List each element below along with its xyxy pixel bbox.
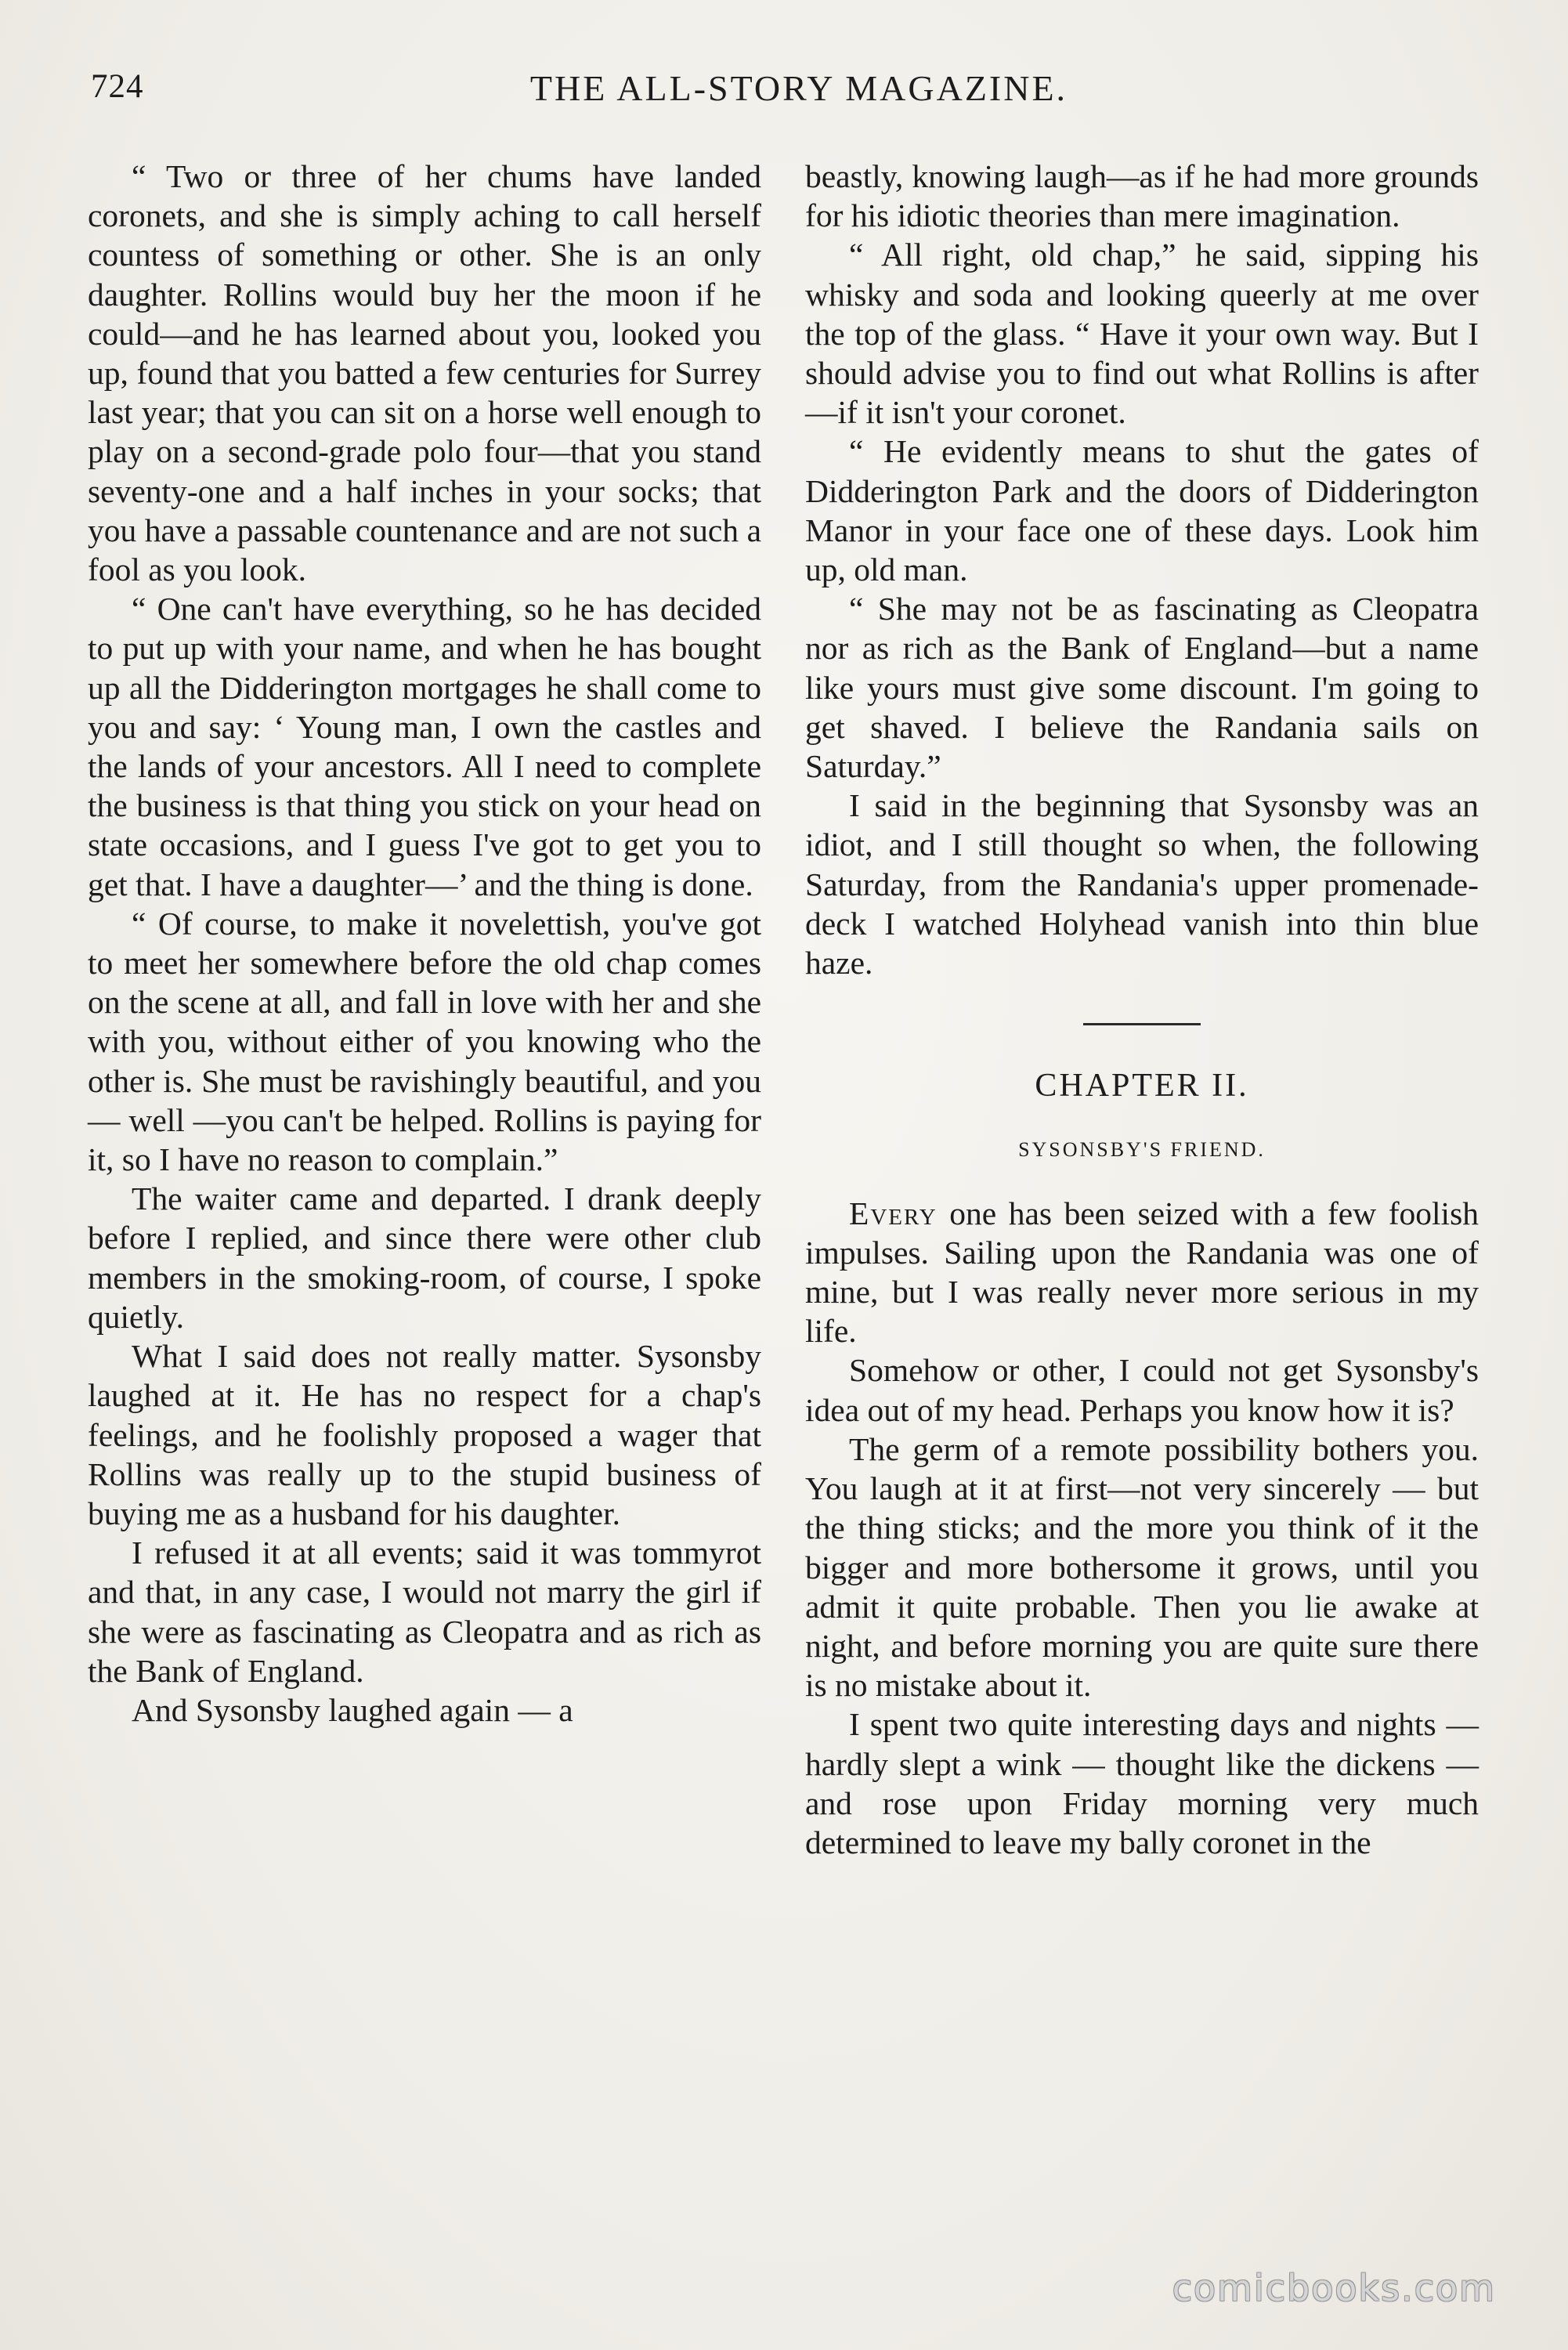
paragraph: What I said does not really matter. Sysonsby laughed at it. He has no respect for a chap's feelings, and he foolishly proposed a wager that Rollins was really up to the stupid business of buying me as a husband for his daughter. [88, 1338, 761, 1531]
paragraph: “ One can't have everything, so he has decided to put up with your name, and when he has bought up all the Didderington mortgages he shall come to you and say: ‘ Young man, I own the castles and the lands of your ancestors. All I need to complete the business is that thing you stick on your head on state occasions, and I guess I've got to get you to get that. I have a daughter—’ and the thing is done. [88, 591, 761, 902]
paragraph-rest: one has been seized with a few foolish impulses. Sailing upon the Randania was one of mine, but I was really never more serious in my life. [805, 1195, 1479, 1350]
paragraph: “ He evidently means to shut the gates of Didderington Park and the doors of Didderington Manor in your face one of these days. Look him up, old man. [805, 433, 1479, 588]
watermark-logo: comicbooks.com [1172, 2267, 1496, 2309]
paragraph: “ She may not be as fascinating as Cleopatra nor as rich as the Bank of England—but a name like yours must give some discount. I'm going to get shaved. I believe the Randania sails on Saturday.” [805, 591, 1479, 785]
right-column [805, 157, 1479, 1862]
paragraph: “ Two or three of her chums have landed coronets, and she is simply aching to call herself countess of something or other. She is an only daughter. Rollins would buy her the moon if he could—and he has learned about you, looked you up, found that you batted a few centuries for Surrey last year; that you can sit on a horse well enough to play on a second-grade polo four—that you stand seventy-one and a half inches in your socks; that you have a passable countenance and are not such a fool as you look. [88, 158, 761, 588]
chapter-subtitle: SYSONSBY'S FRIEND. [1018, 1138, 1266, 1162]
paragraph: The germ of a remote possibility bothers you. You laugh at it at first—not very sincerely — but the thing sticks; and the more you think of it the bigger and more bothersome it grows, until you admit it quite probable. Then you lie awake at night, and before morning you are quite sure there is no mistake about it. [805, 1430, 1479, 1704]
paragraph: Somehow or other, I could not get Sysonsby's idea out of my head. Perhaps you know how it is? [805, 1352, 1479, 1428]
paragraph: I spent two quite interesting days and nights — hardly slept a wink — thought like the dickens — and rose upon Friday morning very much determined to leave my bally coronet in the [805, 1706, 1479, 1860]
chapter-title: CHAPTER II. [1035, 1068, 1249, 1104]
paragraph: “ All right, old chap,” he said, sipping his whisky and soda and looking queerly at me over the top of the glass. “ Have it your own way. But I should advise you to find out what Rollins is after—if it isn't your coronet. [805, 237, 1479, 431]
running-head: THE ALL-STORY MAGAZINE. [529, 68, 1068, 108]
paragraph: The waiter came and departed. I drank deeply before I replied, and since there were other club members in the smoking-room, of course, I spoke quietly. [88, 1180, 761, 1335]
page-header [86, 67, 1480, 130]
chapter-first-paragraph [805, 1194, 1479, 1351]
left-column [88, 157, 761, 1730]
page-number: 724 [91, 68, 144, 105]
paragraph: I said in the beginning that Sysonsby was an idiot, and I still thought so when, the following Saturday, from the Randania's upper promenade-deck I watched Holyhead vanish into thin blue haze. [805, 787, 1479, 982]
paragraph: “ Of course, to make it novelettish, you've got to meet her somewhere before the old chap comes on the scene at all, and fall in love with her and she with you, without either of you knowing who the other is. She must be ravishingly beautiful, and you — well —you can't be helped. Rollins is paying for it, so I have no reason to complain.” [88, 905, 761, 1178]
section-divider [1083, 1023, 1201, 1025]
paragraph: And Sysonsby laughed again — a [132, 1691, 573, 1728]
paragraph: I refused it at all events; said it was tommyrot and that, in any case, I would not marry the girl if she were as fascinating as Cleopatra and as rich as the Bank of England. [88, 1535, 761, 1689]
paragraph-continued: beastly, knowing laugh—as if he had more grounds for his idiotic theories than mere imagination. [805, 158, 1479, 234]
lead-word: Every [849, 1195, 938, 1231]
